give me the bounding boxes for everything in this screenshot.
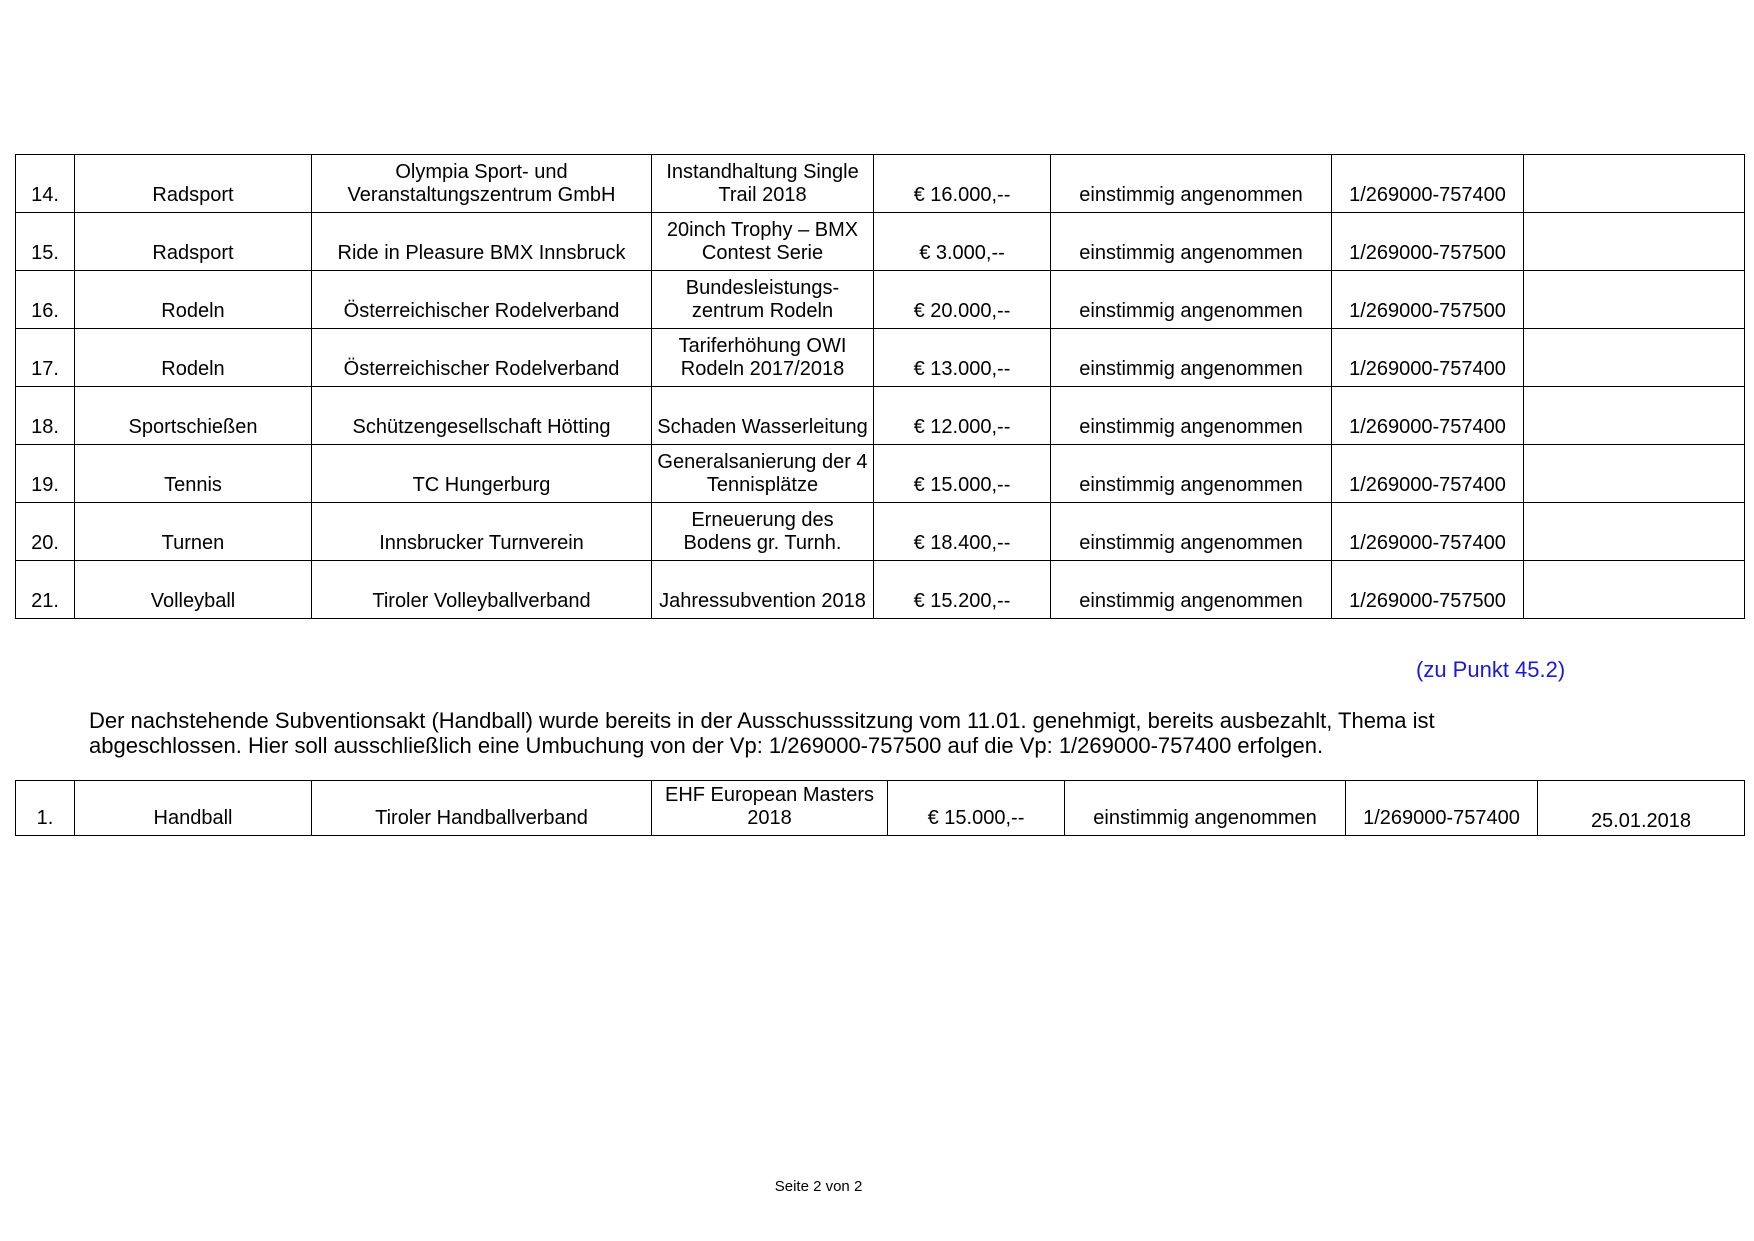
sport-cell: Tennis [75, 445, 312, 503]
organisation-cell: Olympia Sport- und Veranstaltungszentrum GmbH [312, 155, 652, 213]
note-cell [1524, 213, 1745, 271]
budget-item-cell: 1/269000-757400 [1332, 387, 1524, 445]
sport-cell: Rodeln [75, 329, 312, 387]
organisation-cell: Österreichischer Rodelverband [312, 271, 652, 329]
date-cell [1538, 781, 1745, 836]
budget-item-cell: 1/269000-757400 [1332, 503, 1524, 561]
sport-cell: Turnen [75, 503, 312, 561]
budget-item-cell: 1/269000-757400 [1332, 445, 1524, 503]
decision-cell: einstimmig angenommen [1051, 561, 1332, 619]
row-number: 16. [16, 271, 75, 329]
table-row [16, 387, 1745, 445]
decision-cell: einstimmig angenommen [1051, 213, 1332, 271]
amount-cell: € 13.000,-- [874, 329, 1051, 387]
amount-cell: € 15.200,-- [874, 561, 1051, 619]
amount-cell: € 15.000,-- [874, 445, 1051, 503]
decision-cell: einstimmig angenommen [1051, 329, 1332, 387]
paragraph-line: abgeschlossen. Hier soll ausschließlich eine Umbuchung von der Vp: 1/269000-757500 auf die Vp: 1/269000-757400 erfolgen. [89, 733, 1324, 758]
project-cell: Jahressubvention 2018 [652, 561, 874, 619]
sport-cell: Volleyball [75, 561, 312, 619]
budget-item-cell: 1/269000-757500 [1332, 271, 1524, 329]
decision-cell: einstimmig angenommen [1051, 155, 1332, 213]
project-cell: Erneuerung des Bodens gr. Turnh. [652, 503, 874, 561]
decision-cell: einstimmig angenommen [1065, 781, 1346, 836]
amount-cell: € 3.000,-- [874, 213, 1051, 271]
project-cell: Instandhaltung Single Trail 2018 [652, 155, 874, 213]
table-row [16, 213, 1745, 271]
decision-cell: einstimmig angenommen [1051, 387, 1332, 445]
table-row [16, 155, 1745, 213]
table-row [16, 561, 1745, 619]
organisation-cell: Schützengesellschaft Hötting [312, 387, 652, 445]
note-cell [1524, 503, 1745, 561]
amount-cell: € 16.000,-- [874, 155, 1051, 213]
organisation-cell: Innsbrucker Turnverein [312, 503, 652, 561]
row-number: 1. [16, 781, 75, 836]
note-cell [1524, 271, 1745, 329]
organisation-cell: TC Hungerburg [312, 445, 652, 503]
row-number: 17. [16, 329, 75, 387]
budget-item-cell: 1/269000-757400 [1346, 781, 1538, 836]
table-row [16, 503, 1745, 561]
project-cell: Tariferhöhung OWI Rodeln 2017/2018 [652, 329, 874, 387]
project-cell: Schaden Wasserleitung [652, 387, 874, 445]
organisation-cell: Tiroler Handballverband [312, 781, 652, 836]
date-text: 25.01.2018 [1590, 810, 1692, 832]
sport-cell: Sportschießen [75, 387, 312, 445]
amount-cell: € 15.000,-- [888, 781, 1065, 836]
project-cell: 20inch Trophy – BMX Contest Serie [652, 213, 874, 271]
project-cell: EHF European Masters 2018 [652, 781, 888, 836]
row-number: 18. [16, 387, 75, 445]
sport-cell: Rodeln [75, 271, 312, 329]
reference-note: (zu Punkt 45.2) [1416, 657, 1566, 682]
amount-cell: € 12.000,-- [874, 387, 1051, 445]
project-cell: Bundesleistungs- zentrum Rodeln [652, 271, 874, 329]
amount-cell: € 20.000,-- [874, 271, 1051, 329]
budget-item-cell: 1/269000-757500 [1332, 213, 1524, 271]
table-row [16, 271, 1745, 329]
table-row [16, 781, 1745, 836]
organisation-cell: Österreichischer Rodelverband [312, 329, 652, 387]
sport-cell: Handball [75, 781, 312, 836]
organisation-cell: Tiroler Volleyballverband [312, 561, 652, 619]
decision-cell: einstimmig angenommen [1051, 503, 1332, 561]
page-footer: Seite 2 von 2 [774, 1178, 863, 1195]
note-cell [1524, 561, 1745, 619]
subsidy-table [15, 154, 1745, 619]
note-cell [1524, 155, 1745, 213]
table-row [16, 445, 1745, 503]
note-cell [1524, 445, 1745, 503]
paragraph-line: Der nachstehende Subventionsakt (Handball) wurde bereits in der Ausschusssitzung vom 11.01. genehmigt, bereits ausbezahlt, Thema ist [89, 708, 1435, 733]
project-cell: Generalsanierung der 4 Tennisplätze [652, 445, 874, 503]
row-number: 19. [16, 445, 75, 503]
note-cell [1524, 387, 1745, 445]
table-row [16, 329, 1745, 387]
row-number: 15. [16, 213, 75, 271]
organisation-cell: Ride in Pleasure BMX Innsbruck [312, 213, 652, 271]
note-cell [1524, 329, 1745, 387]
row-number: 20. [16, 503, 75, 561]
handball-table [15, 780, 1745, 836]
sport-cell: Radsport [75, 213, 312, 271]
explanation-paragraph [89, 708, 1669, 758]
amount-cell: € 18.400,-- [874, 503, 1051, 561]
row-number: 14. [16, 155, 75, 213]
row-number: 21. [16, 561, 75, 619]
budget-item-cell: 1/269000-757400 [1332, 155, 1524, 213]
sport-cell: Radsport [75, 155, 312, 213]
budget-item-cell: 1/269000-757400 [1332, 329, 1524, 387]
budget-item-cell: 1/269000-757500 [1332, 561, 1524, 619]
decision-cell: einstimmig angenommen [1051, 271, 1332, 329]
decision-cell: einstimmig angenommen [1051, 445, 1332, 503]
